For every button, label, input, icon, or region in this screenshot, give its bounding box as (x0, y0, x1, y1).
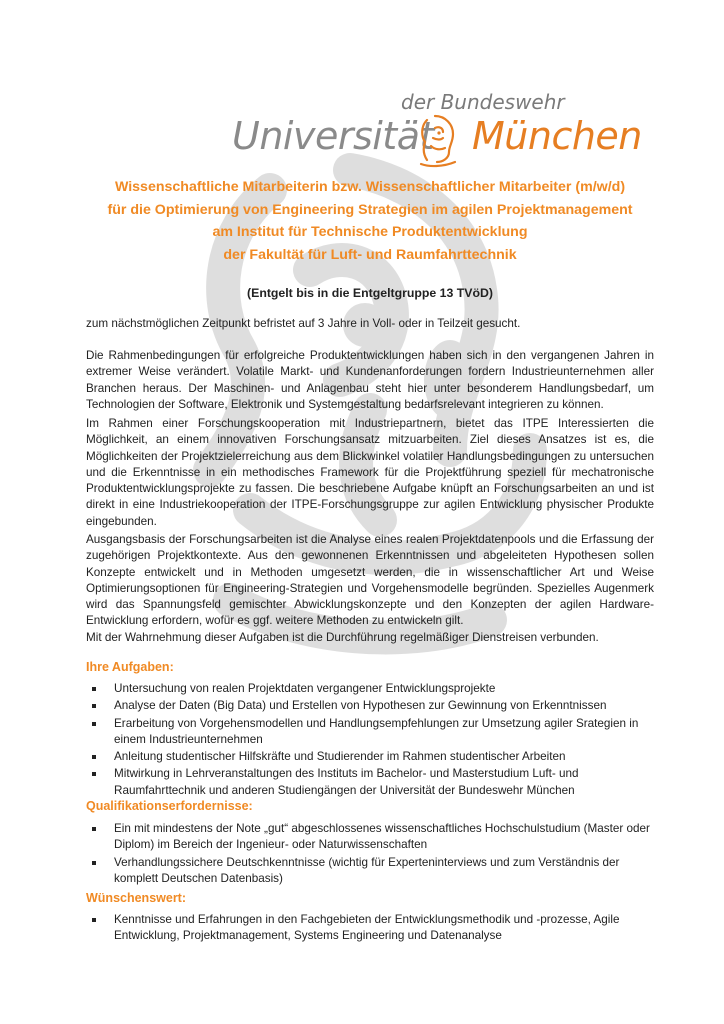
paragraph-basis-main: Ausgangsbasis der Forschungsarbeiten ist die Analyse eines realen Projektdatenpools und die Erfassung der zugehörigen Projektkontexte. Aus den gewonnenen Erkenntnissen und abgeleiteten Hypothesen sollen Konzepte entwickelt und in Methoden umgesetzt werden, die in wissenschaftlicher Art und Weise Optimierungsoptionen für Engineering-Strategien und Vorgehensmodelle begründen. Spezielles Augenmerk wird das Spannungsfeld gemischter Abwicklungskonzepte und den Konzepten der agilen Hardware-Entwicklung erfordern, wofür es ggf. weitere Methoden zu entwickeln gilt. (86, 533, 654, 628)
bullet-icon (92, 722, 96, 726)
logo-subtitle: der Bundeswehr (401, 90, 565, 114)
job-title (60, 176, 680, 266)
paragraph-travel: Mit der Wahrnehmung dieser Aufgaben ist die Durchführung regelmäßiger Dienstreisen verbunden. (86, 630, 599, 644)
section-heading-aufgaben: Ihre Aufgaben: (86, 660, 174, 674)
list-item: Untersuchung von realen Projektdaten vergangener Entwicklungsprojekte (86, 681, 654, 697)
salary-grade: (Entgelt bis in die Entgeltgruppe 13 TVöD) (247, 286, 493, 300)
paragraph-intro: zum nächstmöglichen Zeitpunkt befristet auf 3 Jahre in Voll- oder in Teilzeit gesucht. (86, 317, 521, 330)
bullet-icon (92, 861, 96, 865)
aufgaben-list (86, 681, 654, 800)
title-line-2: für die Optimierung von Engineering Strategien im agilen Projektmanagement (107, 201, 633, 218)
wuensche-list (86, 912, 654, 946)
paragraph-basis (86, 532, 654, 646)
bullet-icon (92, 687, 96, 691)
list-item: Ein mit mindestens der Note „gut“ abgeschlossenes wissenschaftliches Hochschulstudium (Master oder Diplom) im Bereich der Ingenieur- oder Naturwissenschaften (86, 821, 654, 854)
section-heading-qualifikation: Qualifikationserfordernisse: (86, 799, 253, 813)
bullet-icon (92, 755, 96, 759)
logo-text-muenchen: München (472, 114, 642, 158)
qualifikation-list (86, 821, 654, 888)
header (0, 0, 724, 180)
paragraph-context: Die Rahmenbedingungen für erfolgreiche Produktentwicklungen haben sich in den vergangenen Jahren in extremer Weise verändert. Volatile Markt- und Kundenanforderungen fordern Industrieunternehmen aller Branchen heraus. Der Maschinen- und Anlagenbau steht hier unter besonderem Handlungsbedarf, um Technologien der Software, Elektronik und Systemgestaltung bedarfsrelevant integrieren zu können. (86, 349, 654, 411)
bullet-icon (92, 827, 96, 831)
title-line-4: der Fakultät für Luft- und Raumfahrttechnik (223, 246, 517, 263)
list-item: Anleitung studentischer Hilfskräfte und Studierender im Rahmen studentischer Arbeiten (86, 749, 654, 765)
list-item: Verhandlungssichere Deutschkenntnisse (wichtig für Experteninterviews und zum Verständnis der komplett Deutschen Datenbasis) (86, 855, 654, 888)
paragraph-research: Im Rahmen einer Forschungskooperation mit Industriepartnern, bietet das ITPE Interessierten die Möglichkeit, an einem innovativen Forschungsansatz mitzuarbeiten. Ziel dieses Ansatzes ist es, die Möglichkeiten der Projektzielerreichung aus dem Blickwinkel volatiler Handlungsbedingungen zu untersuchen und die Erkenntnisse in ein methodisches Framework für die Projektführung speziell für mechatronische Produktentwicklungsprojekte zu fassen. Die beschriebene Aufgabe knüpft an Forschungsarbeiten an und ist direkt in eine Industriekooperation der ITPE-Forschungsgruppe zur agilen Entwicklung physischer Produkte eingebunden. (86, 417, 654, 528)
logo-text-universitaet: Universität (232, 114, 434, 158)
section-heading-wuensche: Wünschenswert: (86, 891, 187, 905)
list-item: Mitwirkung in Lehrveranstaltungen des Instituts im Bachelor- und Masterstudium Luft- und Raumfahrttechnik und anderen Studiengängen der Universität der Bundeswehr München (86, 766, 654, 799)
bullet-icon (92, 772, 96, 776)
title-line-1: Wissenschaftliche Mitarbeiterin bzw. Wissenschaftlicher Mitarbeiter (m/w/d) (114, 179, 626, 195)
list-item: Kenntnisse und Erfahrungen in den Fachgebieten der Entwicklungsmethodik und -prozesse, Agile Entwicklung, Projektmanagement, Systems Engineering und Datenanalyse (86, 912, 654, 945)
list-item: Erarbeitung von Vorgehensmodellen und Handlungsempfehlungen zur Umsetzung agiler Srategien in einem Industrieunternehmen (86, 716, 654, 749)
athena-head-icon (413, 112, 465, 168)
list-item: Analyse der Daten (Big Data) und Erstellen von Hypothesen zur Gewinnung von Erkenntnissen (86, 698, 654, 714)
bullet-icon (92, 704, 96, 708)
title-line-3: am Institut für Technische Produktentwicklung (212, 224, 528, 240)
bullet-icon (92, 918, 96, 922)
